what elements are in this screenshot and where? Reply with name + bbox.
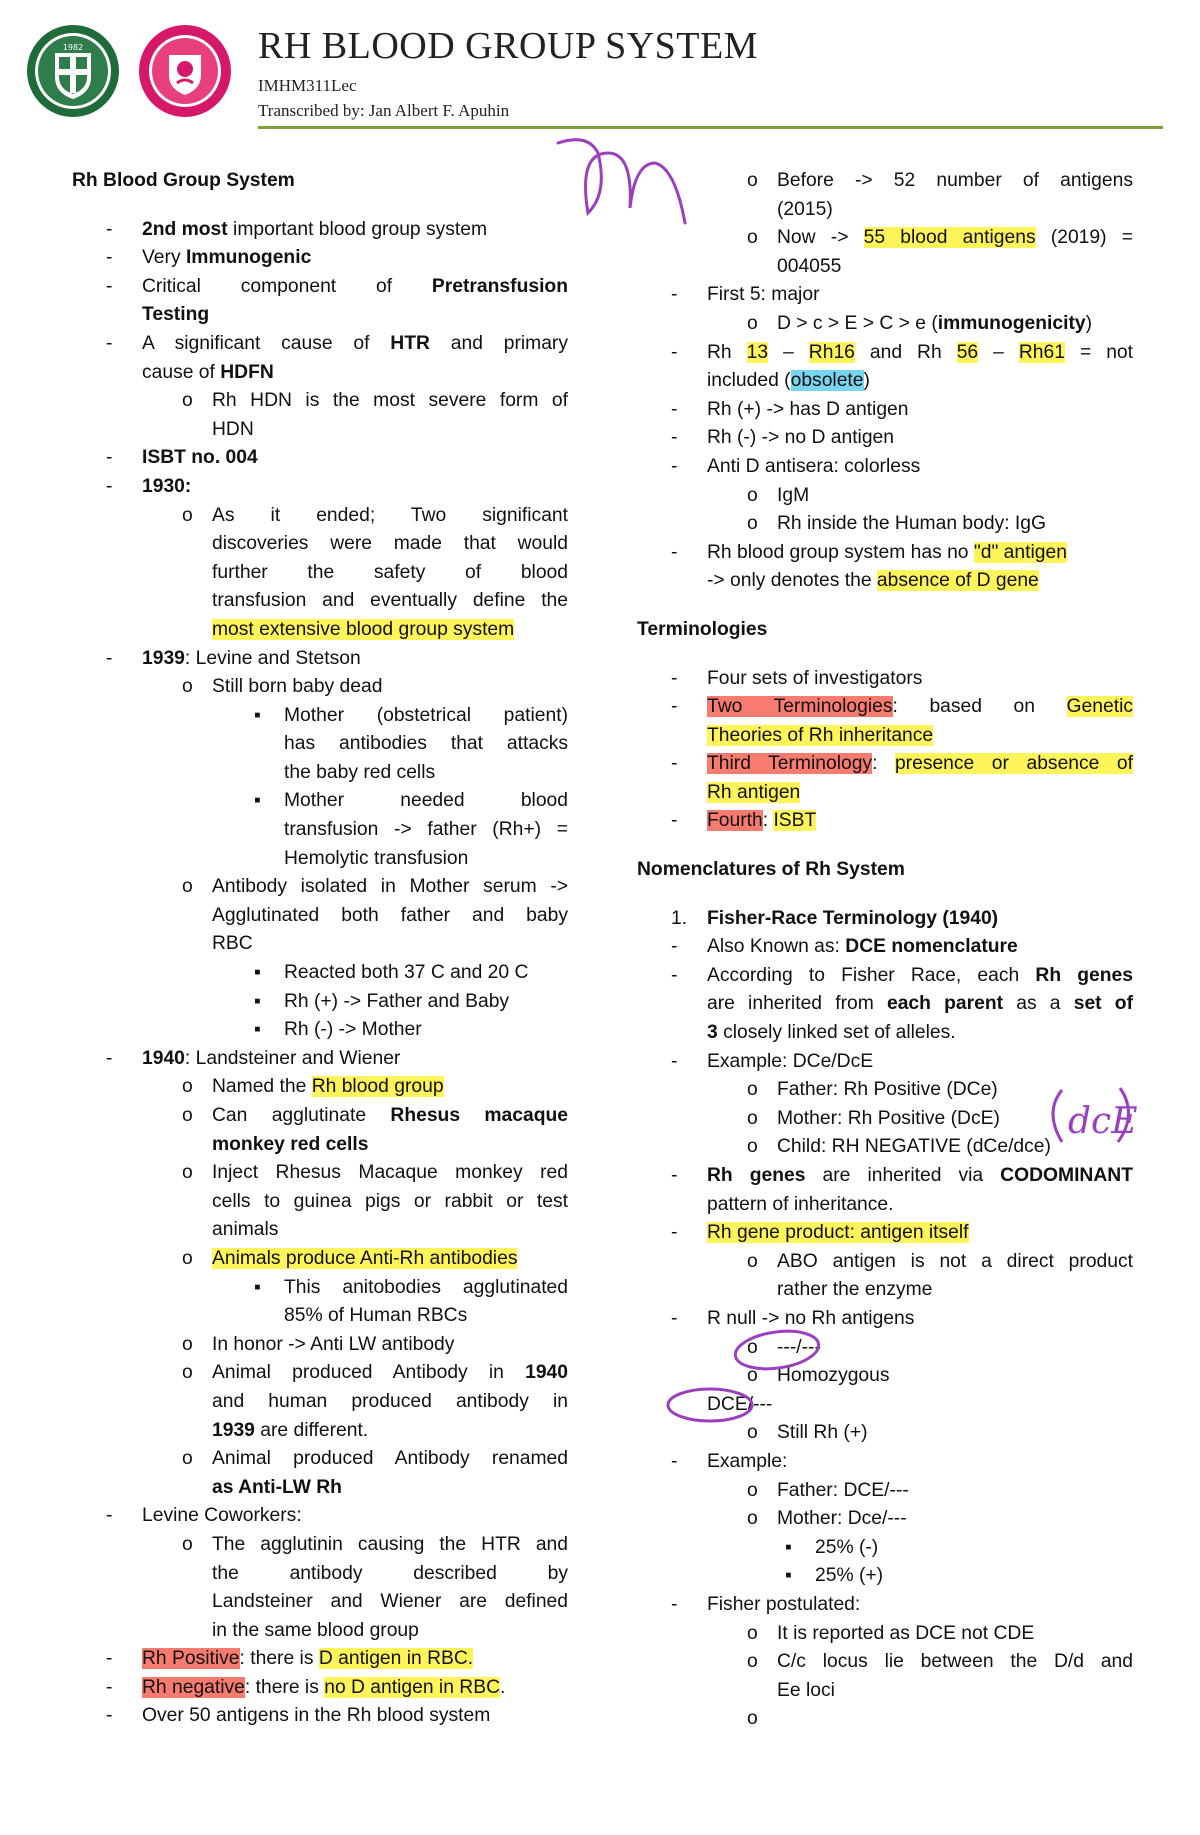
list-item: - Four sets of investigators	[671, 667, 923, 689]
list-subitem: o Father: DCE/---	[747, 1479, 909, 1501]
list-item: - Example:	[671, 1450, 788, 1472]
list-item-cont: -> only denotes the absence of D gene	[707, 570, 1039, 592]
list-item: - Rh (-) -> no D antigen	[671, 427, 895, 449]
list-subitem-cont: in the same blood group	[212, 1619, 419, 1641]
university-seal-logo	[25, 23, 121, 119]
course-code: IMHM311Lec	[258, 76, 357, 95]
list-subitem: o Child: RH NEGATIVE (dCe/dce)	[747, 1136, 1051, 1158]
list-subitem-cont: the antibody described by	[212, 1562, 568, 1584]
list-item: - Example: DCe/DcE	[671, 1050, 874, 1072]
list-subsubitem: ▪ This anitobodies agglutinated	[254, 1276, 568, 1298]
list-subitem-cont: Landsteiner and Wiener are defined	[212, 1591, 568, 1613]
list-item: - Over 50 antigens in the Rh blood system	[106, 1705, 491, 1727]
list-subitem: o Can agglutinate Rhesus macaque	[182, 1105, 568, 1126]
list-subsubitem: ▪ Rh (+) -> Father and Baby	[254, 990, 510, 1012]
list-item-cont: 3 closely linked set of alleles.	[707, 1022, 956, 1044]
section-heading: Rh Blood Group System	[72, 170, 295, 191]
list-subitem-cont: further the safety of blood	[212, 561, 568, 583]
list-subitem: o Still Rh (+)	[747, 1422, 868, 1444]
list-subitem: o In honor -> Anti LW antibody	[182, 1333, 455, 1355]
list-item: - Also Known as: DCE nomenclature	[671, 936, 1018, 958]
list-item: - A significant cause of HTR and primary	[106, 332, 568, 354]
list-item: - Fourth: ISBT	[671, 810, 817, 832]
page-header	[0, 0, 1200, 140]
list-item-cont: Testing	[142, 304, 210, 326]
list-item: - 1940: Landsteiner and Wiener	[106, 1047, 401, 1069]
list-subitem-cont: RBC	[212, 933, 253, 955]
list-item: - Rh (+) -> has D antigen	[671, 398, 909, 420]
list-subitem: o Rh inside the Human body: IgG	[747, 513, 1047, 535]
list-subitem-cont: most extensive blood group system	[212, 618, 515, 640]
list-item-cont: Theories of Rh inheritance	[707, 724, 934, 746]
list-subitem-cont: rather the enzyme	[777, 1279, 933, 1301]
list-item: - Fisher postulated:	[671, 1593, 861, 1615]
list-item: - Anti D antisera: colorless	[671, 455, 921, 477]
list-subsubitem: ▪ Mother (obstetrical patient)	[254, 704, 568, 726]
list-subsubitem: ▪ Rh (-) -> Mother	[254, 1019, 422, 1041]
list-subitem: o Named the Rh blood group	[182, 1076, 444, 1098]
list-subsubitem-cont: 85% of Human RBCs	[284, 1305, 468, 1327]
list-subitem: o Father: Rh Positive (DCe)	[747, 1079, 998, 1101]
list-subitem: o As it ended; Two significant	[182, 504, 568, 526]
list-item: - Rh Positive: there is D antigen in RBC.	[106, 1648, 474, 1670]
list-subsubitem: ▪ Mother needed blood	[254, 790, 568, 812]
list-item: - Rh 13 – Rh16 and Rh 56 – Rh61 = not	[671, 341, 1134, 363]
list-subsubitem-cont: transfusion -> father (Rh+) =	[284, 819, 568, 841]
list-item: - 2nd most important blood group system	[106, 218, 488, 240]
list-subitem: o ---/---	[747, 1336, 821, 1358]
list-item: - According to Fisher Race, each Rh genes	[671, 964, 1133, 986]
list-subsubitem: ▪ 25% (-)	[785, 1536, 879, 1558]
list-subsubitem-cont: has antibodies that attacks	[284, 733, 568, 755]
list-item-cont: included (obsolete)	[707, 370, 870, 392]
list-subitem: o Animals produce Anti-Rh antibodies	[182, 1247, 518, 1269]
list-subitem: o Still born baby dead	[182, 676, 383, 698]
list-item: - R null -> no Rh antigens	[671, 1307, 915, 1329]
list-item: DCE/---	[707, 1393, 773, 1415]
list-subitem-cont: transfusion and eventually define the	[212, 590, 568, 612]
list-subitem: o Animal produced Antibody in 1940	[182, 1362, 568, 1384]
document-title: RH BLOOD GROUP SYSTEM	[258, 25, 758, 67]
list-subitem: o Animal produced Antibody renamed	[182, 1448, 568, 1470]
spacer	[637, 596, 1133, 616]
list-subitem: o C/c locus lie between the D/d and	[747, 1651, 1133, 1673]
list-subitem: o D > c > E > C > e (immunogenicity)	[747, 312, 1093, 334]
seal-year: 1982	[62, 43, 84, 52]
list-subitem-cont: discoveries were made that would	[212, 533, 568, 555]
list-item: - Two Terminologies: based on Genetic	[671, 696, 1133, 718]
spacer	[637, 645, 1133, 665]
list-item: - Very Immunogenic	[106, 247, 312, 269]
list-subsubitem: ▪ Reacted both 37 C and 20 C	[254, 962, 529, 984]
list-subitem-cont: cells to guinea pigs or rabbit or test	[212, 1190, 568, 1212]
ink-handwritten-note: dcE	[1068, 1101, 1138, 1142]
list-item-cont: cause of HDFN	[142, 361, 274, 383]
spacer	[637, 885, 1133, 905]
list-subitem: o Mother: Rh Positive (DcE)	[747, 1107, 1000, 1129]
list-item-cont: pattern of inheritance.	[707, 1193, 894, 1215]
list-item: - 1939: Levine and Stetson	[106, 647, 361, 669]
section-heading: Nomenclatures of Rh System	[637, 859, 905, 881]
list-subitem: o Homozygous	[747, 1365, 890, 1387]
list-subitem-cont: and human produced antibody in	[212, 1390, 568, 1412]
list-subitem: o Mother: Dce/---	[747, 1508, 907, 1530]
left-column	[72, 167, 568, 1731]
list-subsubitem: ▪ 25% (+)	[785, 1565, 884, 1587]
list-subitem-cont: 004055	[777, 255, 842, 277]
list-item: - Rh gene product: antigen itself	[671, 1222, 969, 1244]
list-subitem: o ABO antigen is not a direct product	[747, 1250, 1133, 1272]
spacer	[637, 836, 1133, 856]
list-subitem-cont: monkey red cells	[212, 1133, 369, 1155]
list-item: - ISBT no. 004	[106, 447, 258, 469]
list-subitem: o Inject Rhesus Macaque monkey red	[182, 1162, 568, 1184]
list-subitem-cont: (2015)	[777, 198, 833, 220]
college-seal-logo	[137, 23, 233, 119]
list-subitem-cont: 1939 are different.	[212, 1419, 369, 1441]
list-item: - Critical component of Pretransfusion	[106, 275, 568, 297]
numbered-item: 1. Fisher-Race Terminology (1940)	[671, 907, 999, 929]
list-item: - Rh blood group system has no "d" antigen	[671, 541, 1067, 563]
list-item: - Third Terminology: presence or absence of	[671, 753, 1133, 775]
list-item-cont: are inherited from each parent as a set of	[707, 993, 1133, 1015]
list-subitem-cont: HDN	[212, 418, 254, 440]
list-item: - Levine Coworkers:	[106, 1505, 302, 1527]
list-item-cont: Rh antigen	[707, 781, 801, 803]
list-subitem: o IgM	[747, 484, 810, 506]
list-subitem-cont: as Anti-LW Rh	[212, 1476, 342, 1498]
list-item: - First 5: major	[671, 284, 820, 306]
right-column: o Before -> 52 number of antigens (2015) o Now -> 55 blood antigens (2019) = 004055 - First 5: major o D > c > E > C > e (immunogenicity) - Rh 13 – Rh16 and Rh 56 – Rh61 = not included (obsolete) - Rh (+) -> has D antigen - Rh (-) -> no D antigen - Anti D antisera: colorless o IgM o Rh inside the Human body: IgG - Rh blood group system has no "d" antigen -> only denotes the absence of D gene Terminologies - Four sets of investigators - Two Terminologies: based on Genetic Theories of Rh inheritance - Third Terminology: presence or absence of Rh antigen - Fourth: ISBT Nomenclatures of Rh System 1. Fisher-Race Terminology (1940) - Also Known as: DCE nomenclature - According to Fisher Race, each Rh genes are inherited from each parent as a set of 3 closely linked set of alleles. - Example: DCe/DcE o Father: Rh Positive (DCe) o Mother: Rh Positive (DcE) o Child: RH NEGATIVE (dCe/dce) - Rh genes are inherited via CODOMINANT pattern of inheritance. - Rh gene product: antigen itself o ABO antigen is not a direct product rather the enzyme - R null -> no Rh antigens o ---/--- o Homozygous DCE/--- o Still Rh (+) - Example: o Father: DCE/--- o Mother: Dce/--- ▪ 25% (-) ▪ 25% (+) - Fisher postulated: o It is reported as DCE not CDE o C/c locus lie between the D/d and Ee loci o	[637, 167, 1133, 1705]
list-subitem: o It is reported as DCE not CDE	[747, 1622, 1035, 1644]
section-heading: Terminologies	[637, 618, 768, 640]
list-subitem: o Rh HDN is the most severe form of	[182, 390, 568, 412]
spacer	[72, 196, 568, 216]
list-subitem: o Before -> 52 number of antigens	[747, 170, 1133, 191]
list-subitem-cont: Ee loci	[777, 1679, 835, 1701]
list-subsubitem-cont: the baby red cells	[284, 761, 436, 783]
list-item: - Rh genes are inherited via CODOMINANT	[671, 1165, 1133, 1186]
list-subitem: o The agglutinin causing the HTR and	[182, 1533, 568, 1555]
transcriber-credit: Transcribed by: Jan Albert F. Apuhin	[258, 101, 510, 120]
list-subitem: o Antibody isolated in Mother serum ->	[182, 876, 568, 898]
list-item: - 1930:	[106, 475, 192, 497]
list-item: - Rh negative: there is no D antigen in RBC.	[106, 1676, 506, 1698]
list-subitem-cont: Agglutinated both father and baby	[212, 904, 568, 926]
list-subitem: o Now -> 55 blood antigens (2019) =	[747, 227, 1133, 249]
header-divider	[258, 126, 1163, 129]
list-subitem-cont: animals	[212, 1219, 279, 1241]
list-subsubitem-cont: Hemolytic transfusion	[284, 847, 469, 869]
